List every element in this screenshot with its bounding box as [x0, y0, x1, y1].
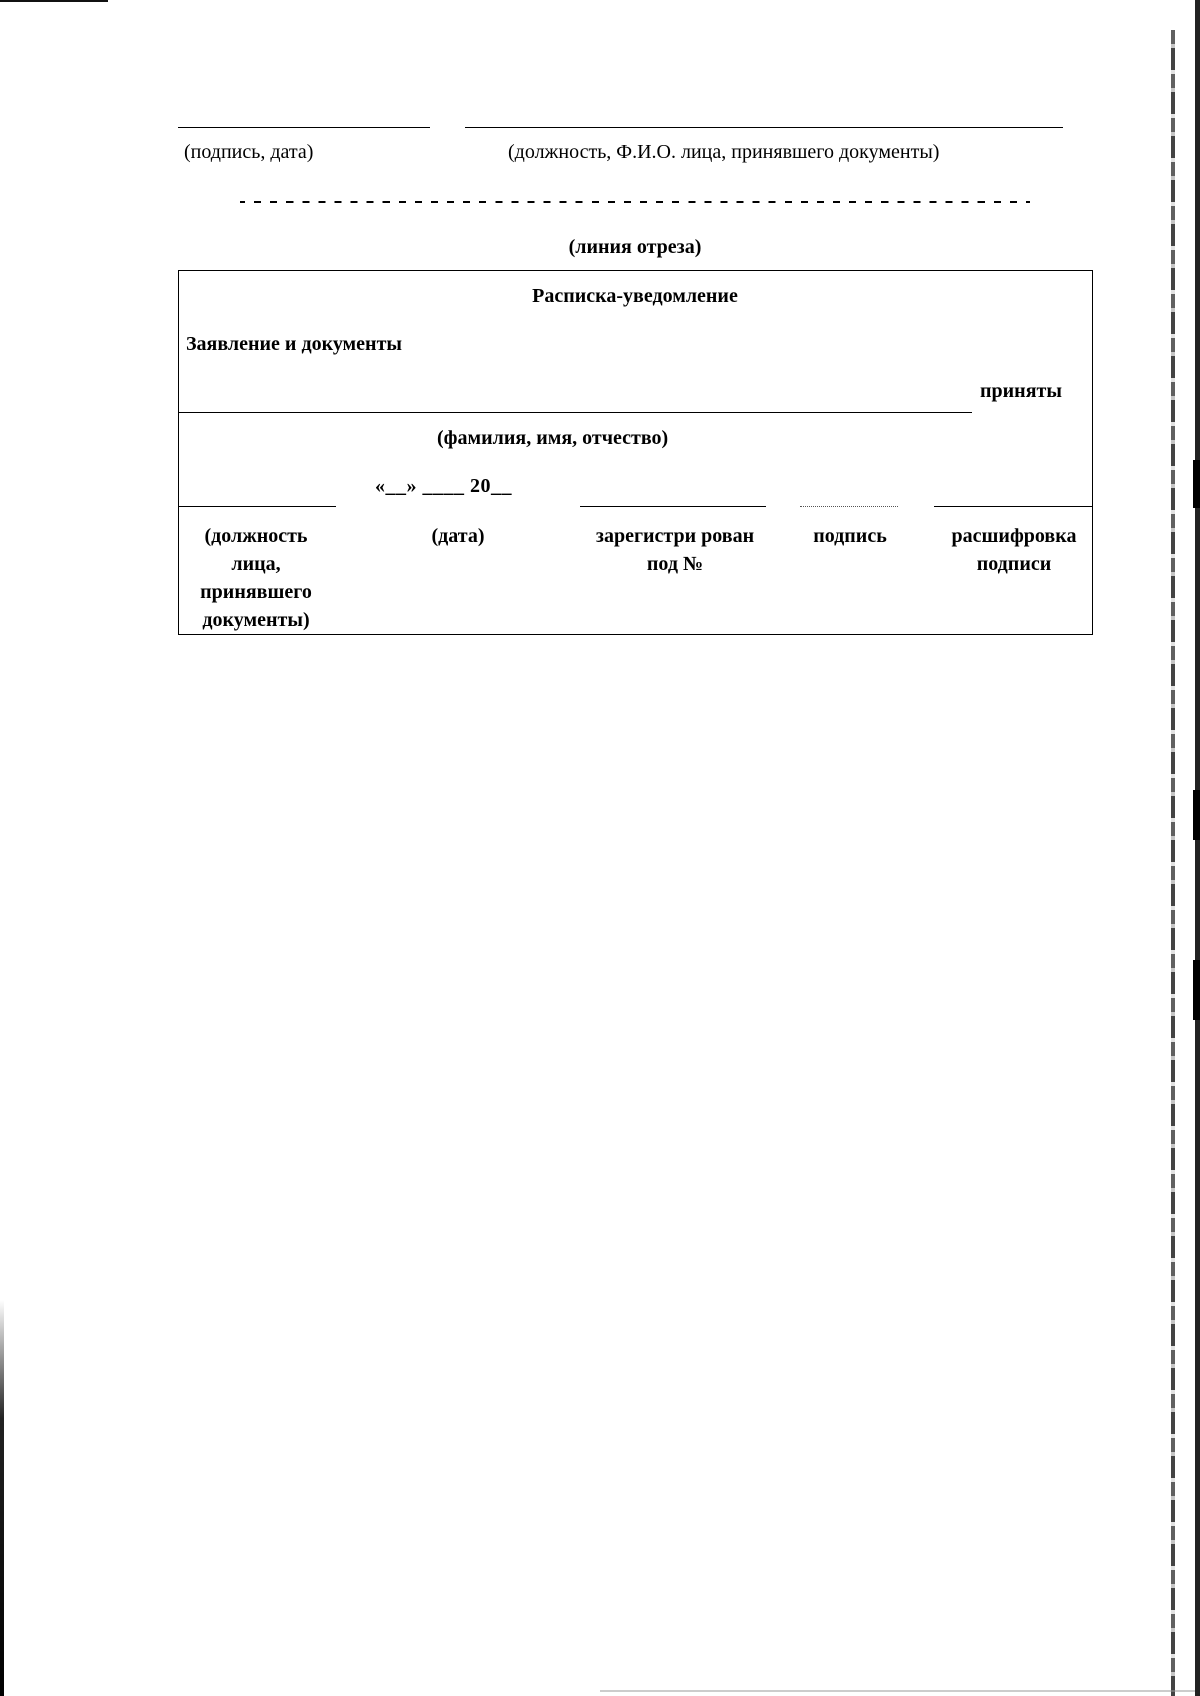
cut-line-dashed	[240, 201, 1030, 203]
position-name-label: (должность, Ф.И.О. лица, принявшего документы)	[508, 141, 940, 163]
cut-line-label: (линия отреза)	[568, 236, 702, 258]
date-template: «__» ____ 20__	[375, 475, 512, 497]
column-label-signature: подпись	[813, 525, 887, 547]
scan-artifact-top	[0, 0, 108, 2]
scan-artifact-left	[0, 1300, 4, 1696]
position-name-line	[465, 127, 1063, 128]
registration-field-line	[580, 506, 766, 507]
column-label-registered: зарегистри рован под №	[595, 525, 755, 575]
scan-artifact-right-inner	[1171, 30, 1175, 1696]
fio-line	[179, 412, 972, 413]
application-label: Заявление и документы	[186, 333, 403, 355]
position-field-line	[179, 506, 336, 507]
signature-date-label: (подпись, дата)	[184, 141, 314, 163]
signature-line	[178, 127, 430, 128]
scan-artifact-right-block	[1193, 960, 1200, 1020]
fio-label: (фамилия, имя, отчество)	[437, 427, 669, 449]
scan-artifact-right-block	[1193, 460, 1200, 508]
column-label-signature-decode: расшифровка подписи	[951, 525, 1077, 575]
accepted-label: приняты	[980, 380, 1062, 402]
column-label-date: (дата)	[431, 525, 485, 547]
scan-artifact-right-block	[1193, 790, 1200, 840]
scan-artifact-bottom	[600, 1690, 1195, 1692]
receipt-title: Расписка-уведомление	[532, 285, 738, 307]
signature-decode-field-line	[934, 506, 1092, 507]
signature-field-line	[800, 506, 898, 507]
column-label-position: (должность лица, принявшего документы)	[200, 525, 312, 631]
